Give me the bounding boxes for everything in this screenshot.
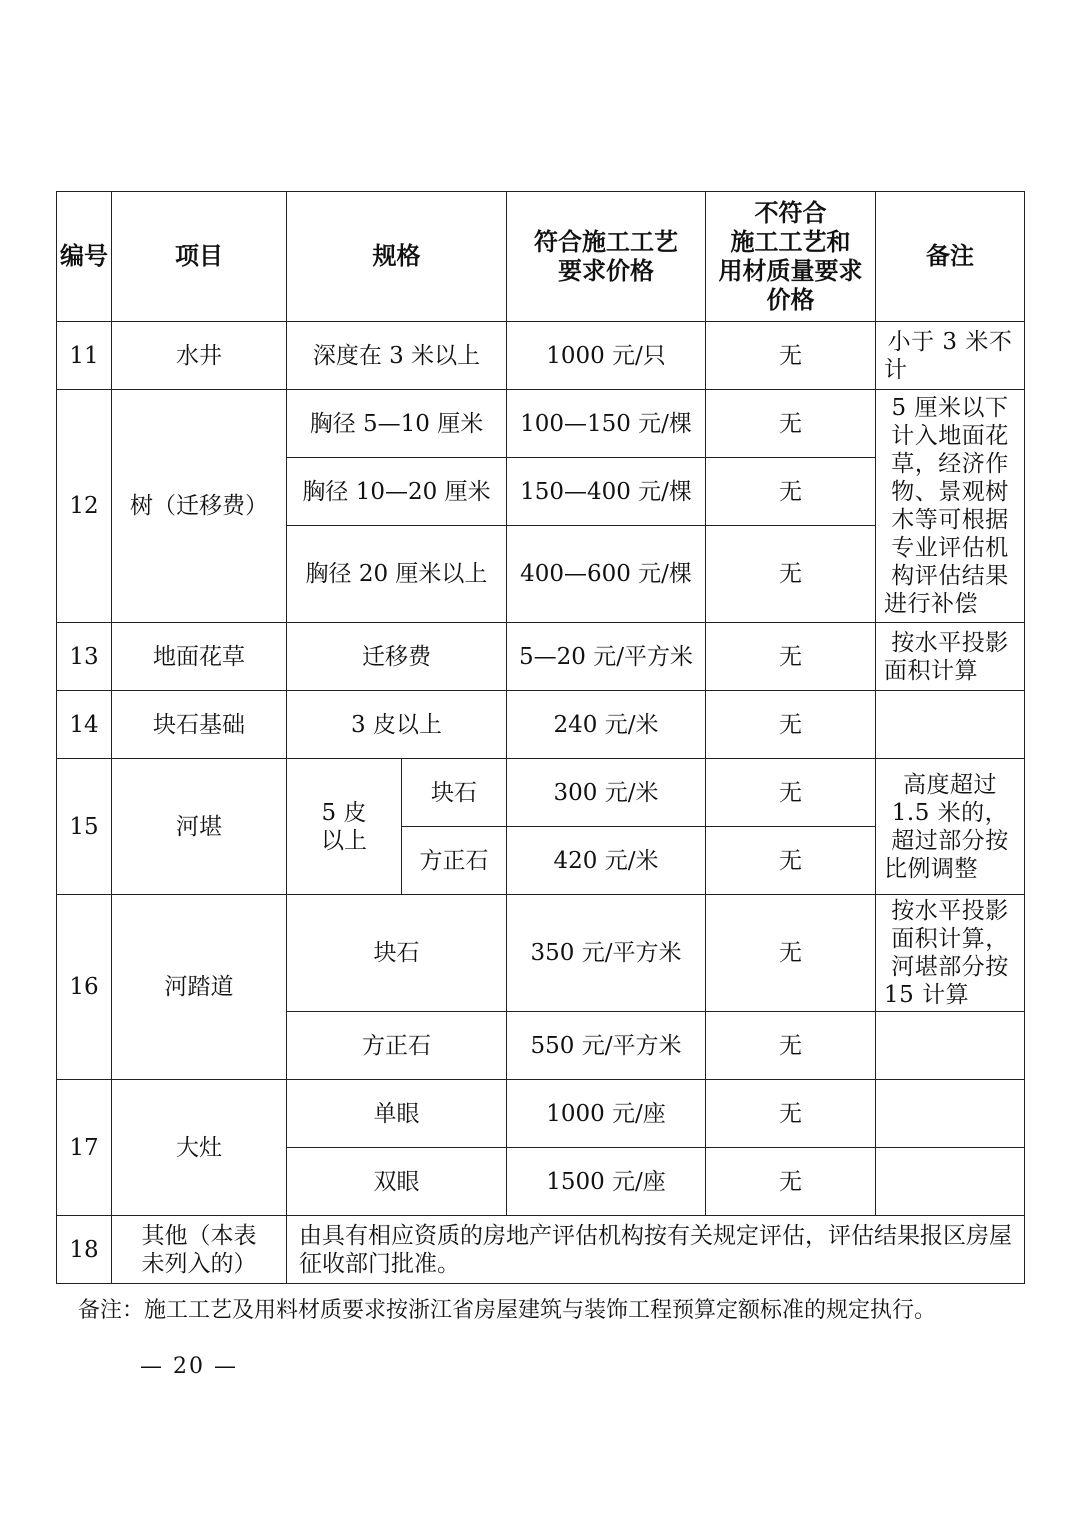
row-spec: 方正石 (287, 1012, 507, 1080)
row-price-noncompliant: 无 (706, 458, 876, 526)
row-item: 大灶 (112, 1080, 287, 1216)
row-spec: 单眼 (287, 1080, 507, 1148)
header-no: 编号 (57, 192, 112, 322)
footnote: 备注：施工工艺及用料材质要求按浙江省房屋建筑与装饰工程预算定额标准的规定执行。 (78, 1298, 937, 1323)
row-price-compliant: 1000 元/只 (507, 322, 706, 390)
row-remark (876, 1080, 1025, 1148)
row-price-noncompliant: 无 (706, 759, 876, 827)
row-spec: 深度在 3 米以上 (287, 322, 507, 390)
table-row (57, 895, 1025, 1012)
row-price-noncompliant: 无 (706, 623, 876, 691)
row-item: 河踏道 (112, 895, 287, 1080)
table-row (57, 623, 1025, 691)
table-row (57, 322, 1025, 390)
compensation-price-table (56, 191, 1025, 1284)
row-price-noncompliant: 无 (706, 1012, 876, 1080)
row-merged-text: 由具有相应资质的房地产评估机构按有关规定评估，评估结果报区房屋征收部门批准。 (287, 1216, 1025, 1284)
row-price-compliant: 1000 元/座 (507, 1080, 706, 1148)
row-number: 18 (57, 1216, 112, 1284)
row-remark: 按水平投影面积计算 (876, 623, 1025, 691)
row-spec: 块石 (402, 759, 507, 827)
row-spec: 胸径 5—10 厘米 (287, 390, 507, 458)
row-price-noncompliant: 无 (706, 1148, 876, 1216)
row-price-compliant: 400—600 元/棵 (507, 526, 706, 623)
row-number: 15 (57, 759, 112, 895)
row-item: 地面花草 (112, 623, 287, 691)
row-item: 河堪 (112, 759, 287, 895)
page-number: — 20 — (140, 1354, 238, 1379)
row-spec: 胸径 10—20 厘米 (287, 458, 507, 526)
row-spec: 双眼 (287, 1148, 507, 1216)
row-spec: 迁移费 (287, 623, 507, 691)
row-spec: 3 皮以上 (287, 691, 507, 759)
row-price-noncompliant: 无 (706, 390, 876, 458)
row-spec: 胸径 20 厘米以上 (287, 526, 507, 623)
row-price-noncompliant: 无 (706, 526, 876, 623)
row-remark: 高度超过 1.5 米的，超过部分按比例调整 (876, 759, 1025, 895)
row-item: 水井 (112, 322, 287, 390)
header-item: 项目 (112, 192, 287, 322)
row-spec: 块石 (287, 895, 507, 1012)
row-number: 11 (57, 322, 112, 390)
table-row (57, 691, 1025, 759)
row-price-compliant: 5—20 元/平方米 (507, 623, 706, 691)
row-spec: 方正石 (402, 827, 507, 895)
row-price-noncompliant: 无 (706, 1080, 876, 1148)
table-row (57, 1216, 1025, 1284)
row-item: 树（迁移费） (112, 390, 287, 623)
row-remark: 按水平投影面积计算，河堪部分按 15 计算 (876, 895, 1025, 1012)
row-remark (876, 1148, 1025, 1216)
row-price-compliant: 420 元/米 (507, 827, 706, 895)
row-price-noncompliant: 无 (706, 691, 876, 759)
row-remark: 小于 3 米不计 (876, 322, 1025, 390)
row-number: 12 (57, 390, 112, 623)
row-price-noncompliant: 无 (706, 827, 876, 895)
row-number: 16 (57, 895, 112, 1080)
row-price-noncompliant: 无 (706, 895, 876, 1012)
row-price-compliant: 1500 元/座 (507, 1148, 706, 1216)
row-number: 17 (57, 1080, 112, 1216)
row-number: 14 (57, 691, 112, 759)
row-remark: 5 厘米以下计入地面花草，经济作物、景观树木等可根据专业评估机构评估结果进行补偿 (876, 390, 1025, 623)
row-item: 其他（本表 未列入的） (112, 1216, 287, 1284)
header-price-noncompliant: 不符合 施工工艺和 用材质量要求 价格 (706, 192, 876, 322)
row-price-compliant: 100—150 元/棵 (507, 390, 706, 458)
row-price-compliant: 240 元/米 (507, 691, 706, 759)
row-price-compliant: 550 元/平方米 (507, 1012, 706, 1080)
table-header-row (57, 192, 1025, 322)
table-row (57, 1080, 1025, 1148)
row-remark (876, 691, 1025, 759)
row-number: 13 (57, 623, 112, 691)
row-price-noncompliant: 无 (706, 322, 876, 390)
header-spec: 规格 (287, 192, 507, 322)
table-row (57, 390, 1025, 458)
row-remark (876, 1012, 1025, 1080)
table-row (57, 759, 1025, 827)
row-spec-group: 5 皮 以上 (287, 759, 402, 895)
header-remark: 备注 (876, 192, 1025, 322)
row-price-compliant: 150—400 元/棵 (507, 458, 706, 526)
row-item: 块石基础 (112, 691, 287, 759)
row-price-compliant: 350 元/平方米 (507, 895, 706, 1012)
header-price-compliant: 符合施工工艺 要求价格 (507, 192, 706, 322)
row-price-compliant: 300 元/米 (507, 759, 706, 827)
